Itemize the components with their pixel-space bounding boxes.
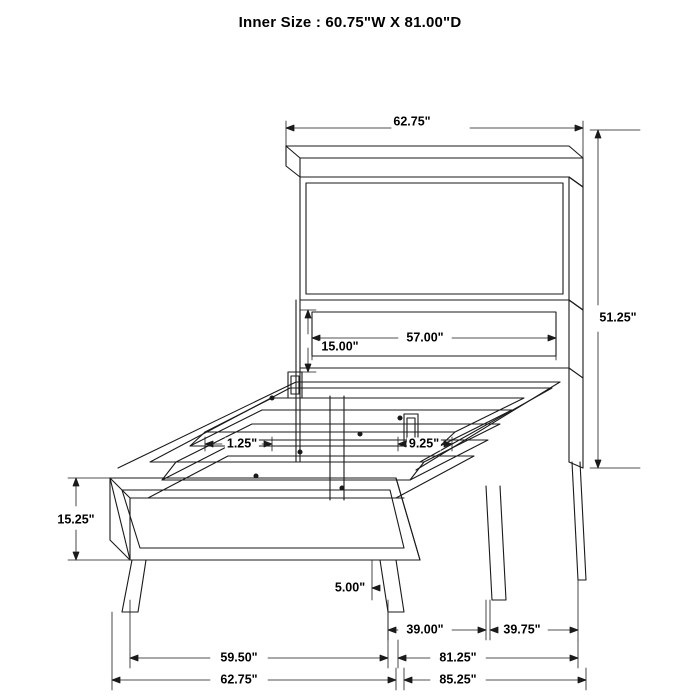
dimension-label-slat-spacing: 9.25" [408,436,440,451]
dimension-label-footboard-base-height: 5.00" [334,580,366,595]
dimension-label-footboard-depth: 39.00" [406,622,444,637]
dimension-label-overall-length: 85.25" [439,672,477,687]
dimension-label-headboard-width: 62.75" [393,114,431,129]
dimension-label-slat-thickness: 1.25" [226,436,258,451]
dimension-label-bed-length: 81.25" [439,650,477,665]
dimension-label-headboard-height: 51.25" [599,310,637,325]
headboard-panel [300,177,583,310]
frame-brackets [288,372,418,446]
page-title: Inner Size : 60.75"W X 81.00"D [238,14,462,31]
dimension-label-side-depth: 39.75" [503,622,541,637]
headboard-crown [286,146,583,187]
footboard [110,478,420,560]
dimension-label-overall-width: 62.75" [220,672,258,687]
bed-frame-slats [118,382,560,500]
dimension-label-rail-to-slat-height: 15.00" [321,339,359,354]
side-legs [486,462,586,600]
dimension-label-footboard-height: 15.25" [57,512,95,527]
dimension-label-footboard-width: 59.50" [220,650,258,665]
dimension-lines [68,121,640,690]
dimension-label-headboard-panel-width: 57.00" [406,330,444,345]
